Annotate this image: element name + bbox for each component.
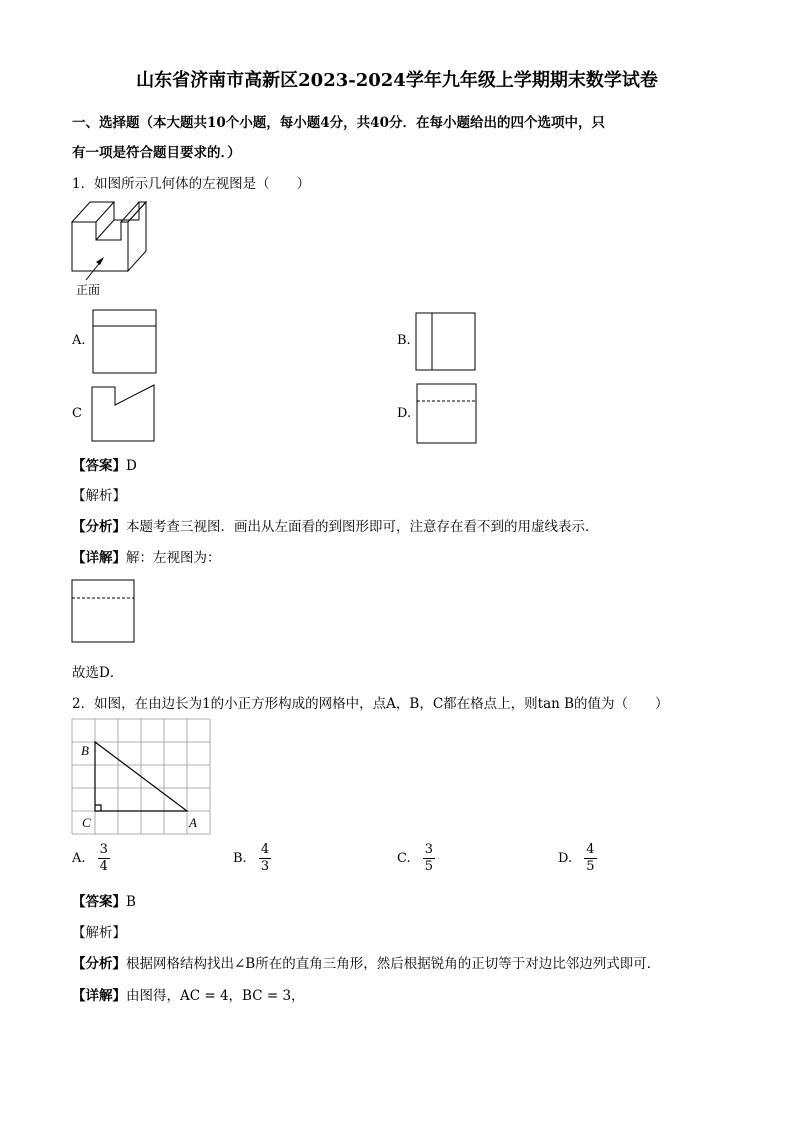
section-header-line1: 一、选择题（本大题共10个小题，每小题4分，共40分．在每小题给出的四个选项中，只	[72, 115, 605, 131]
q2-stem: 2．如图，在由边长为1的小正方形构成的网格中，点A，B，C都在格点上，则tan B的值为（ ）	[72, 696, 669, 712]
front-label: 正面	[76, 283, 101, 297]
detail-text: 由图得，AC = 4，BC = 3，	[126, 988, 305, 1004]
q2-option-b	[233, 842, 271, 875]
q2-option-a	[72, 842, 110, 875]
option-letter: D.	[558, 851, 573, 866]
detail-tag: 【详解】	[72, 988, 126, 1004]
q1-option-c-figure	[91, 383, 157, 443]
option-fraction: $\frac{4}{5}$	[586, 842, 595, 874]
fenxi-tag: 【分析】	[72, 956, 126, 972]
option-fraction: $\frac{3}{5}$	[424, 842, 434, 874]
q1-solid-figure	[70, 198, 160, 278]
point-b-label: B	[81, 743, 89, 758]
point-a-label: A	[189, 815, 197, 830]
q1-option-b-label: B.	[397, 333, 411, 348]
point-c-label: C	[82, 815, 91, 830]
fenxi-tag: 【分析】	[72, 519, 126, 535]
q1-detail	[72, 546, 221, 566]
option-letter: A.	[72, 851, 86, 866]
answer-tag: 【答案】	[72, 894, 126, 910]
answer-value: D	[126, 458, 137, 474]
option-fraction: $\frac{4}{3}$	[260, 842, 270, 874]
detail-text: 解：左视图为：	[126, 550, 221, 566]
detail-tag: 【详解】	[72, 550, 126, 566]
q1-fenxi	[72, 515, 599, 535]
fenxi-text: 根据网格结构找出∠B所在的直角三角形，然后根据锐角的正切等于对边比邻边列式即可．	[126, 956, 661, 972]
q1-stem: 1．如图所示几何体的左视图是（ ）	[72, 176, 311, 192]
q2-grid-figure	[72, 719, 212, 835]
q2-option-d	[558, 842, 597, 875]
section-header-line2: 有一项是符合题目要求的．）	[72, 145, 241, 161]
q1-analysis-tag: 【解析】	[72, 488, 126, 504]
q1-conclusion: 故选D．	[72, 665, 124, 681]
option-letter: B.	[233, 851, 247, 866]
page-title: 山东省济南市高新区2023-2024学年九年级上学期期末数学试卷	[136, 70, 658, 91]
answer-tag: 【答案】	[72, 458, 126, 474]
q1-option-c-label: C	[72, 406, 82, 421]
q1-answer	[72, 454, 137, 474]
q2-option-c	[397, 842, 435, 875]
q1-option-d-figure	[416, 383, 478, 445]
q1-option-b-figure	[415, 312, 477, 372]
q1-option-a-figure	[92, 309, 158, 375]
option-fraction: $\frac{3}{4}$	[99, 842, 108, 874]
q2-detail	[72, 984, 305, 1004]
fenxi-text: 本题考查三视图．画出从左面看的到图形即可，注意存在看不到的用虚线表示．	[126, 519, 599, 535]
q2-answer	[72, 890, 136, 910]
option-letter: C.	[397, 851, 411, 866]
q1-option-d-label: D.	[397, 406, 412, 421]
q1-option-a-label: A.	[72, 333, 86, 348]
q2-fenxi	[72, 952, 660, 972]
answer-value: B	[126, 894, 136, 910]
q1-left-view-figure	[71, 579, 137, 644]
q2-analysis-tag: 【解析】	[72, 925, 126, 941]
